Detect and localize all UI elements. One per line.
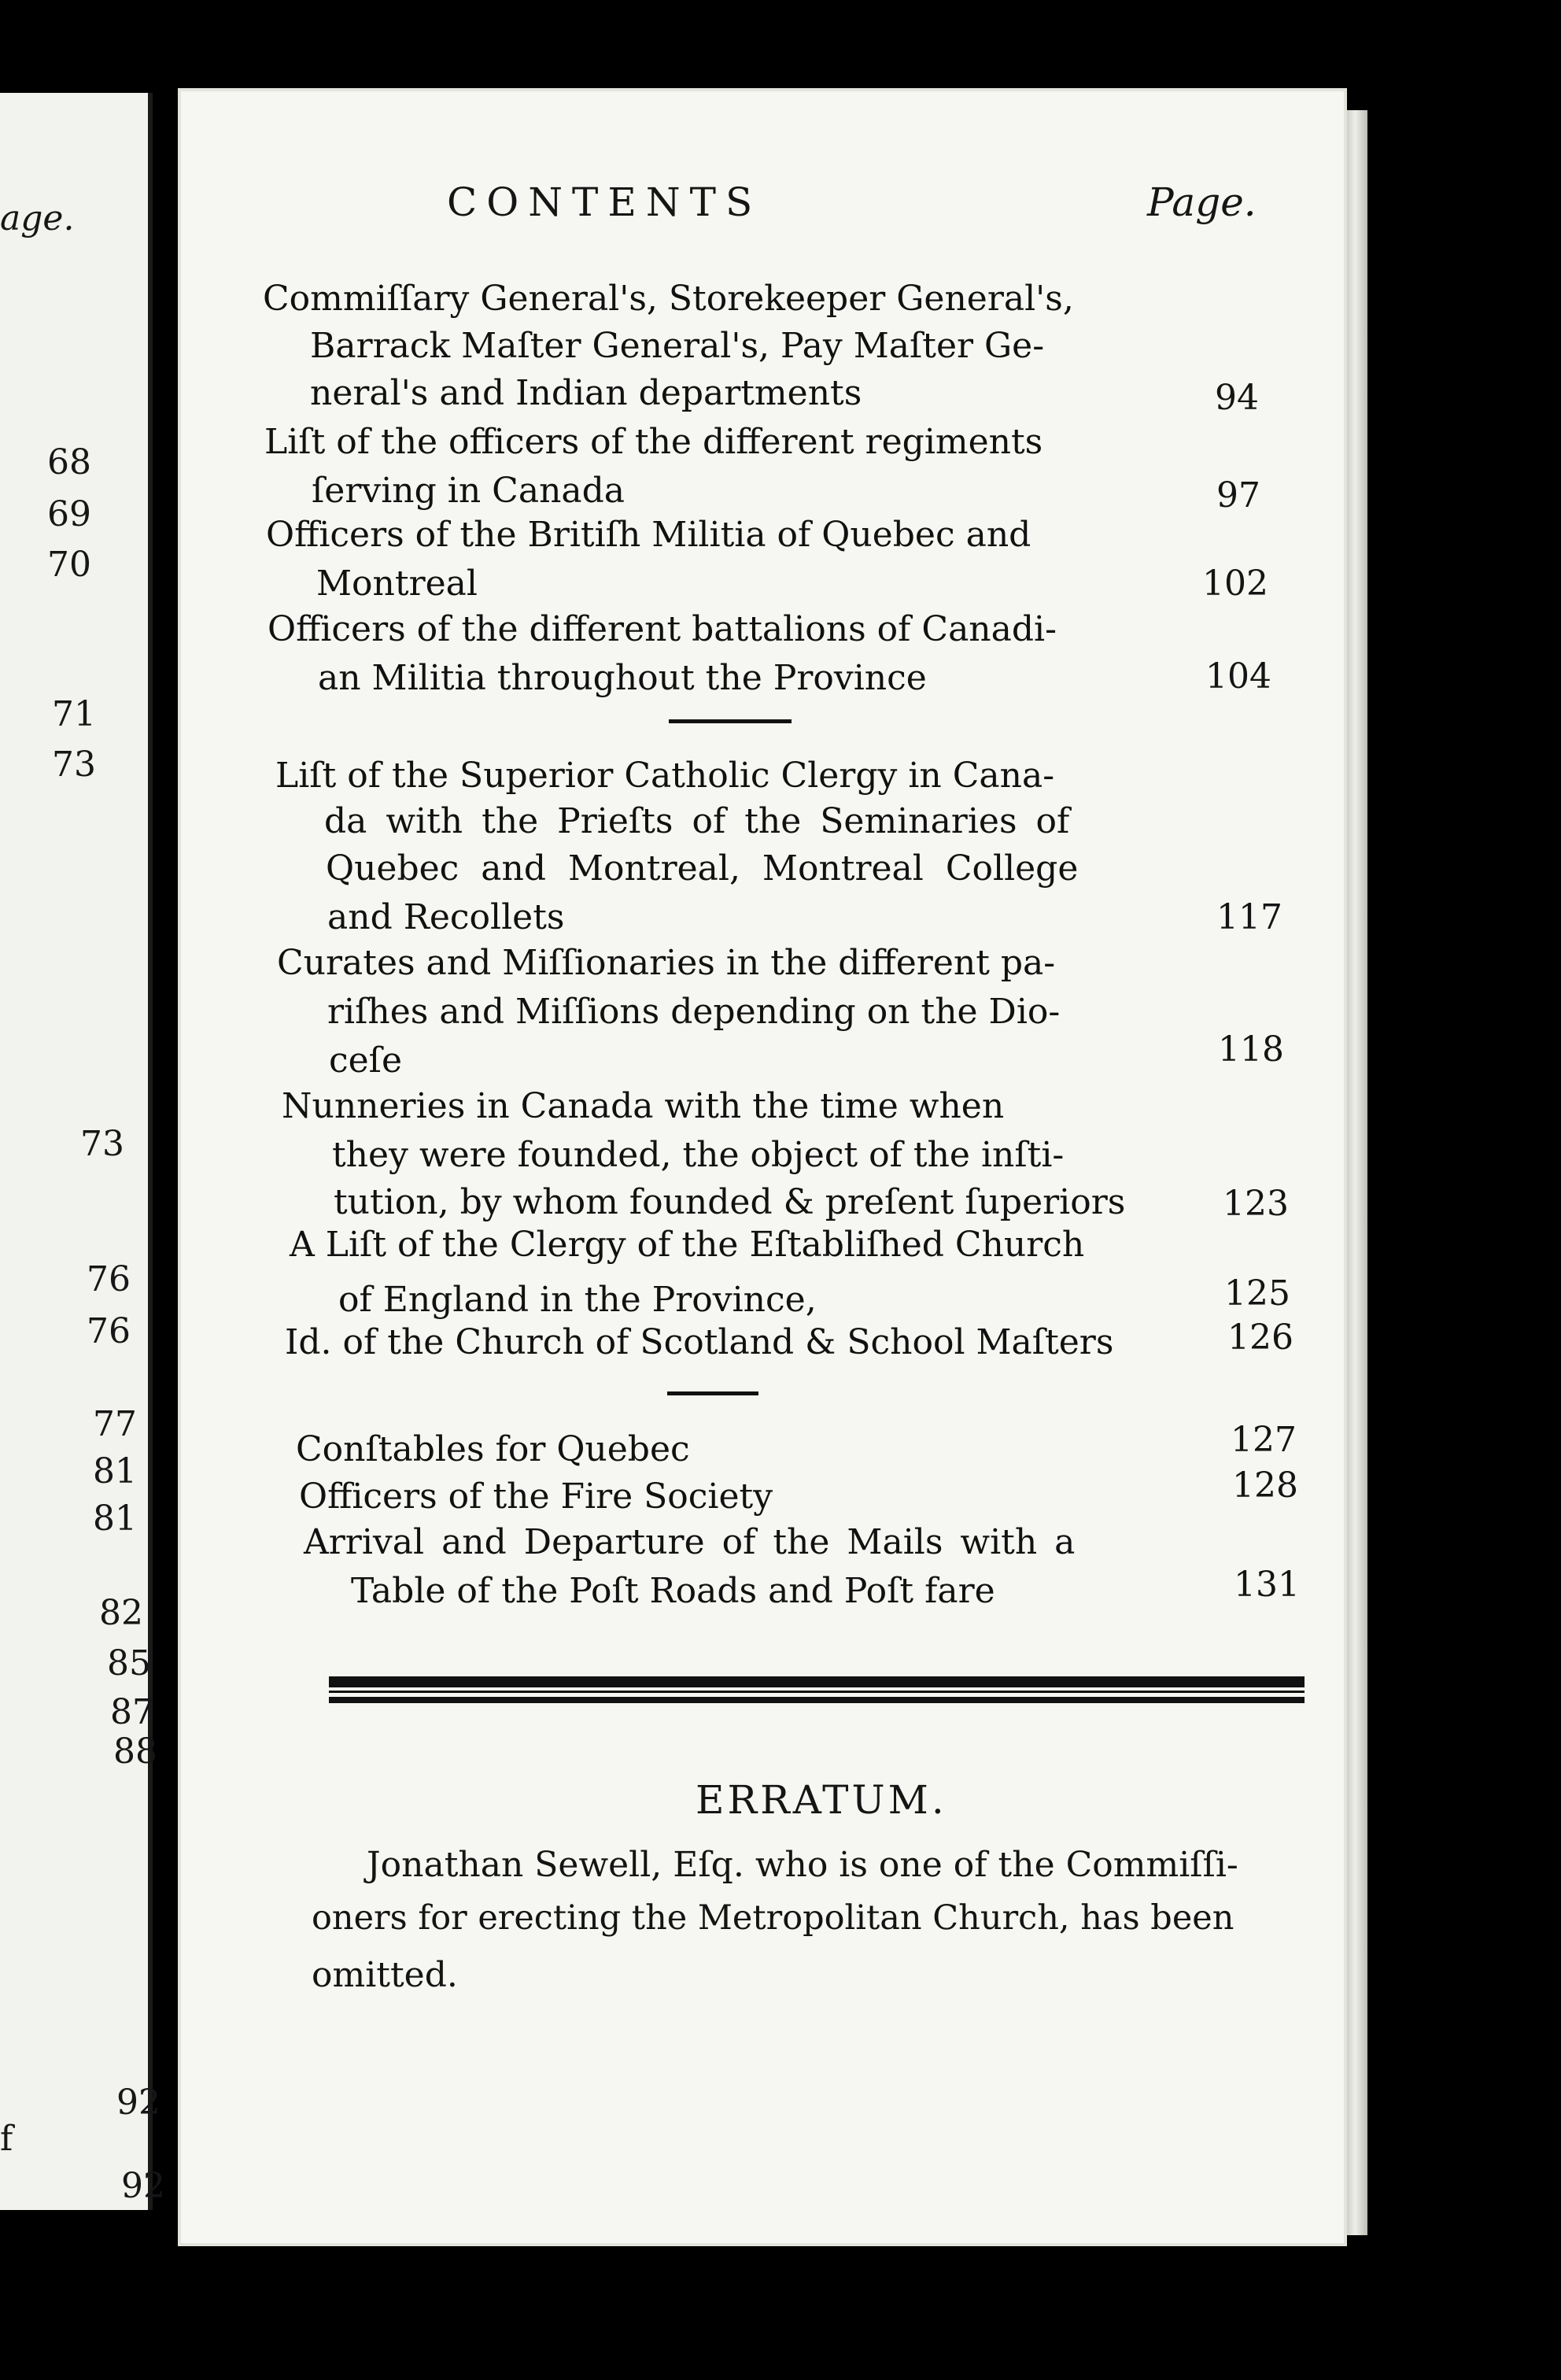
entry-page-number: 126 — [1227, 1318, 1293, 1358]
entry-line: Nunneries in Canada with the time when — [282, 1086, 1005, 1126]
section-divider — [667, 1391, 758, 1395]
left-page-number: 73 — [52, 745, 96, 785]
page-edge — [1347, 110, 1367, 2235]
entry-page-number: 117 — [1216, 897, 1282, 937]
entry-page-number: 131 — [1234, 1565, 1300, 1605]
entry-line: of England in the Province, — [338, 1280, 817, 1320]
entry-line: Commiſſary General's, Storekeeper General's, — [263, 279, 1074, 319]
left-page-number: 92 — [121, 2166, 165, 2206]
left-page-number: 73 — [80, 1124, 124, 1164]
entry-page-number: 118 — [1218, 1029, 1284, 1070]
entry-line: A Liſt of the Clergy of the Eſtabliſhed Church — [290, 1225, 1085, 1265]
entry-line: Liſt of the officers of the different regiments — [264, 422, 1043, 462]
entry-line: Table of the Poſt Roads and Poſt fare — [351, 1571, 995, 1611]
entry-page-number: 123 — [1223, 1184, 1289, 1224]
entry-line: Liſt of the Superior Catholic Clergy in Cana- — [275, 756, 1055, 796]
left-page-number: 82 — [99, 1593, 143, 1633]
entry-line: Officers of the Britiſh Militia of Quebec and — [266, 515, 1031, 555]
left-facing-page — [0, 93, 165, 2210]
left-page-number: 76 — [87, 1311, 131, 1351]
double-rule-divider — [329, 1673, 1305, 1708]
entry-page-number: 94 — [1215, 378, 1259, 418]
entry-line: Barrack Maſter General's, Pay Maſter Ge- — [310, 326, 1045, 366]
entry-line: Arrival and Departure of the Mails with a — [304, 1522, 1076, 1562]
entry-line: Officers of the different battalions of Canadi- — [268, 609, 1057, 649]
left-page-number: 88 — [113, 1731, 157, 1772]
page-column-header: Page. — [1147, 179, 1257, 225]
section-divider — [669, 719, 792, 723]
entry-line: riſhes and Miſſions depending on the Dio- — [327, 992, 1061, 1032]
entry-line: Id. of the Church of Scotland & School Maſters — [285, 1322, 1114, 1362]
left-page-number: 85 — [107, 1643, 151, 1683]
page-title: CONTENTS — [447, 179, 762, 225]
entry-page-number: 128 — [1232, 1465, 1298, 1506]
left-page-number: 87 — [110, 1692, 154, 1732]
left-page-number: 77 — [93, 1404, 137, 1444]
left-page-number: 71 — [52, 694, 96, 734]
entry-line: ceſe — [329, 1040, 403, 1081]
entry-page-number: 125 — [1224, 1273, 1290, 1314]
entry-line: Conſtables for Quebec — [296, 1429, 690, 1469]
left-page-number: 92 — [116, 2082, 161, 2123]
erratum-heading: ERRATUM. — [696, 1777, 947, 1823]
entry-line: Curates and Miſſionaries in the different pa- — [277, 943, 1056, 983]
entry-line: neral's and Indian departments — [310, 373, 862, 413]
entry-line: Quebec and Montreal, Montreal College — [326, 848, 1079, 889]
left-page-number: 68 — [47, 442, 91, 482]
entry-line: da with the Prieſts of the Seminaries of — [324, 801, 1070, 841]
entry-line: and Recollets — [327, 897, 565, 937]
left-page-number: 70 — [47, 545, 91, 585]
left-page-number: 76 — [87, 1259, 131, 1299]
entry-page-number: 97 — [1216, 475, 1260, 516]
erratum-line: Jonathan Sewell, Eſq. who is one of the Commiſſi- — [367, 1845, 1238, 1885]
entry-line: an Militia throughout the Province — [318, 658, 927, 698]
left-page-header-fragment: age. — [0, 198, 75, 238]
left-page-number: 81 — [93, 1451, 137, 1491]
entry-line: ſerving in Canada — [312, 471, 626, 511]
left-page-number: 81 — [93, 1499, 137, 1539]
entry-line: Montreal — [316, 564, 478, 604]
left-page-margin-letter: f — [0, 2119, 13, 2159]
entry-line: Officers of the Fire Society — [299, 1476, 773, 1517]
erratum-line: omitted. — [312, 1955, 458, 1995]
erratum-line: oners for erecting the Metropolitan Church, has been — [312, 1898, 1234, 1938]
left-page-number: 69 — [47, 494, 91, 534]
entry-page-number: 102 — [1202, 564, 1268, 604]
entry-line: they were founded, the object of the inſti- — [332, 1135, 1065, 1175]
entry-page-number: 104 — [1205, 656, 1271, 697]
entry-line: tution, by whom founded & preſent ſuperiors — [334, 1182, 1126, 1222]
entry-page-number: 127 — [1231, 1420, 1297, 1460]
